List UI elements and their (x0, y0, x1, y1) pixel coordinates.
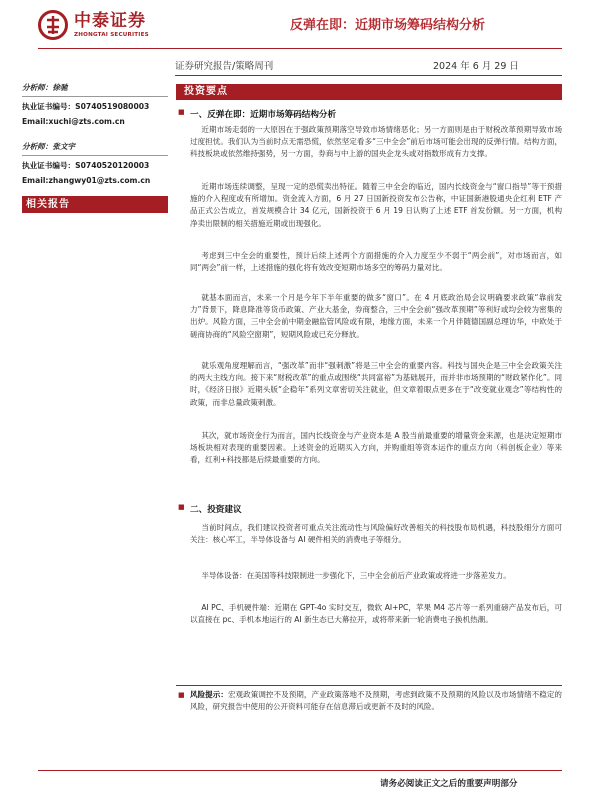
report-date: 2024 年 6 月 29 日 (433, 61, 519, 72)
report-type: 证券研究报告/策略周刊 (175, 61, 274, 72)
analyst-2-name: 张文宇 (52, 142, 76, 151)
sidebar-divider (22, 155, 168, 156)
paragraph: 就基本面而言，未来一个月是今年下半年重要的做多“窗口”。在 4 月底政治局会议明确要求政策“靠前发力”背景下，降息降准等货币政策、产业大基金，券商整合，三中全会前“强改革预期”等利好或均会较为密集的出炉。风险方面，三中全会前中期金融监管风险或有限，地缘方面，未来一个月伴随德国副总理访华，中欧处于磋商协商的“风险空窗期”，短期风险或已充分释放。 (190, 293, 562, 339)
risk-label: 风险提示： (190, 690, 228, 699)
related-reports-header: 相关报告 (22, 196, 168, 213)
heading-market-structure: ■ 一、反弹在即：近期市场筹码结构分析 (190, 108, 336, 120)
section-title-bar: 投资要点 (176, 84, 562, 100)
analyst-1-email-row[interactable]: Email:xuchi@zts.com.cn (22, 117, 125, 126)
zhongtai-logo-icon (38, 10, 68, 40)
paragraph: 就乐观角度理解而言，“强改革”而非“强刺激”将是三中全会的重要内容。科技与国央企是三中全会政策关注的两大主线方向。接下来“财税改革”的重点或围绕“共同富裕”为基础展开，而并非市场预期的“财政紧作化”。同时，《经济日报》近期头版“企稳年”系列文章密切关注就业，但文章着眼点更多在于“改变就业观念”等结构性的政策，而非总量政策刺激。 (190, 361, 562, 407)
logo (38, 8, 164, 42)
paragraph: AI PC、手机硬件端：近期在 GPT-4o 实时交互，微软 AI+PC，苹果 M4 芯片等一系列重磅产品发布后，可以直接在 pc、手机本地运行的 AI 新生态已大幕拉开，或将带来新一轮消费电子换机热潮。 (190, 603, 562, 625)
analyst-1-cert-row: 执业证书编号：S0740519080003 (22, 102, 150, 111)
analyst-2-name-row: 分析师：张文宇 (22, 142, 76, 151)
analyst-1-cert: S0740519080003 (75, 102, 150, 111)
risk-text: 宏观政策调控不及预期，产业政策落地不及预期，考虑到政策不及预期的风险以及市场情绪不稳定的风险，研究报告中使用的公开资料可能存在信息滞后或更新不及时的风险。 (190, 690, 562, 712)
paragraph: 当前时间点，我们建议投资者可重点关注流动性与风险偏好改善相关的科技股布局机遇，科技股细分方面可关注：核心军工，半导体设备与 AI 硬件相关的消费电子等细分。 (190, 523, 562, 545)
analyst-1-name-row: 分析师：徐驰 (22, 83, 68, 92)
paragraph: 考虑到三中全会的重要性，预计后续上述两个方面措施的介入力度至少不弱于“两会前”，对市场而言，如同“两会”前一样，上述措施的强化将有效改变短期市场多空的筹码力量对比。 (190, 251, 562, 273)
footer-disclaimer: 请务必阅读正文之后的重要声明部分 (380, 779, 518, 789)
analyst-1-email[interactable]: xuchi@zts.com.cn (48, 117, 125, 126)
sidebar-divider (22, 96, 168, 97)
logo-name-cn: 中泰证券 (74, 10, 146, 31)
analyst-2-cert: S0740520120003 (75, 161, 150, 170)
header-divider (38, 48, 562, 49)
paragraph: 近期市场连续调整，呈现一定的恐慌卖出特征。随着三中全会的临近，国内长线资金与“窗口指导”等干预措施的介入程度或有所增加。资金流入方面，6 月 27 日国新投资发布公告称，中证国新港股通央企红利 ETF 产品正式公告成立，首发规模合计 34 亿元，国新投资于 6 月 19 日认购了上述 ETF 首发份额。另一方面，机构净卖出限制的相关措施近期或出现强化。 (190, 182, 562, 228)
analyst-2-email-row[interactable]: Email:zhangwy01@zts.com.cn (22, 176, 151, 185)
analyst-2-cert-row: 执业证书编号：S0740520120003 (22, 161, 150, 170)
logo-name-en: ZHONGTAI SECURITIES (74, 31, 149, 38)
subheader-divider (175, 75, 562, 76)
document-title: 反弹在即：近期市场筹码结构分析 (290, 18, 486, 33)
footer-divider (38, 770, 562, 771)
paragraph: 其次，就市场资金行为而言，国内长线资金与产业资本是 A 股当前最重要的增量资金来源，也是决定短期市场板块相对表现的重要因素。上述资金的近期买入方向，并购重组等资本运作的重点方向（科创板企业）等来看，红利+科技都是后续最重要的方向。 (190, 431, 562, 465)
paragraph: 近期市场走弱的一大原因在于强政策预期落空导致市场情绪恶化；另一方面则是由于财税改革预期导致市场过度担忧。我们认为当前时点无需恐慌，依然坚定看多“三中全会”前后市场可能会出现的反弹行情。结构方面，科技板块或依然维持强势，另一方面，券商与中上游的国央企龙头或对指数形成有力支撑。 (190, 125, 562, 159)
analyst-2-email[interactable]: zhangwy01@zts.com.cn (48, 176, 151, 185)
paragraph: 半导体设备：在美国等科技限制进一步强化下，三中全会前后产业政策或将进一步落差发力。 (201, 571, 511, 580)
sidebar (22, 82, 162, 213)
risk-divider (176, 685, 562, 686)
heading-investment-advice: ■ 二、投资建议 (190, 503, 242, 515)
analyst-1-name: 徐驰 (52, 83, 68, 92)
risk-warning (190, 689, 562, 713)
